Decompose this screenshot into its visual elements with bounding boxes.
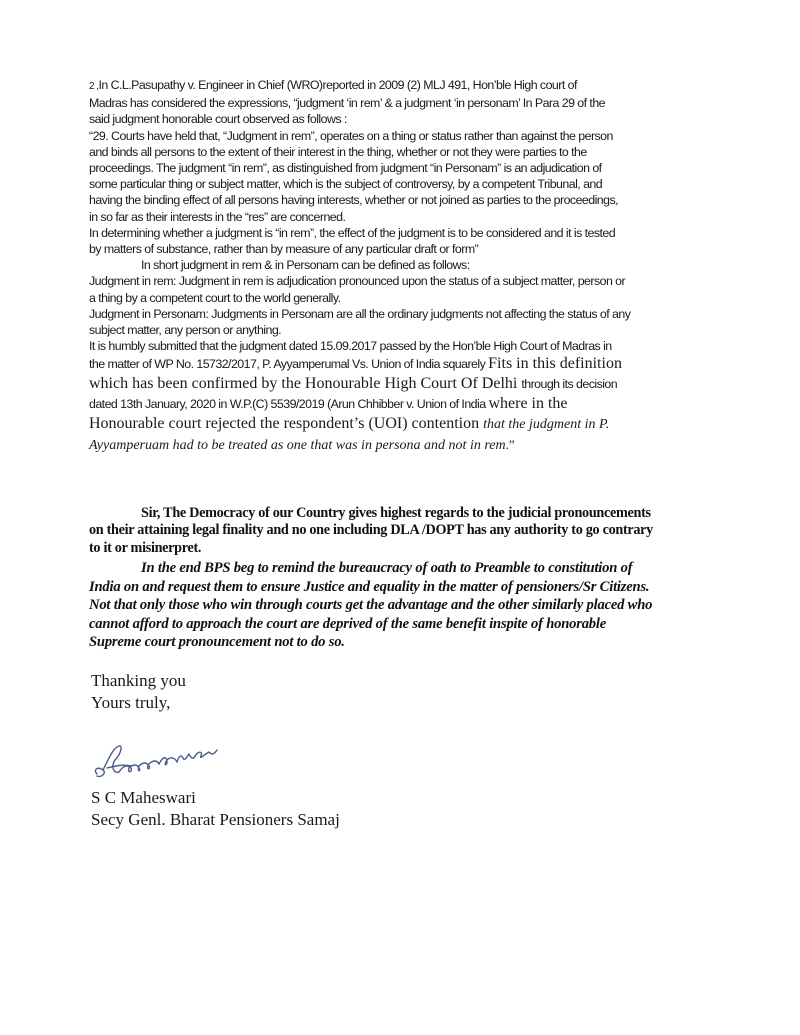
text-line: having the binding effect of all persons having interests, whether or not joined as parties to the proceedings, — [89, 193, 619, 208]
text-line: Not that only those who win through courts get the advantage and the other similarly placed who — [89, 597, 653, 614]
text-line: in so far as their interests in the “res” are concerned. — [89, 209, 346, 224]
text-line: some particular thing or subject matter, which is the subject of controversy, by a competent Tribunal, and — [89, 177, 603, 192]
text-line: proceedings. The judgment “in rem”, as distinguished from judgment “in Personam” is an adjudication of — [89, 161, 602, 176]
text-line: “29. Courts have held that, “Judgment in rem”, operates on a thing or status rather than against the person — [89, 128, 613, 143]
definition-in-rem-cont: a thing by a competent court to the world generally. — [89, 290, 341, 305]
submission-line: the matter of WP No. 15732/2017, P. Ayyamperumal Vs. Union of India squarely Fits in this definition — [89, 355, 622, 373]
text-line: Madras has considered the expressions, “judgment ‘in rem’ & a judgment ‘in personam’ In Para 29 of the — [89, 96, 606, 111]
submission-line: It is humbly submitted that the judgment dated 15.09.2017 passed by the Hon’ble High Court of Madras in — [89, 339, 612, 354]
handwritten-signature — [91, 740, 241, 788]
text-line: In the end BPS beg to remind the bureaucracy of oath to Preamble to constitution of — [141, 560, 633, 576]
submission-line: Honourable court rejected the respondent’s (UOI) contention that the judgment in P. — [89, 415, 610, 433]
text-line: Supreme court pronouncement not to do so. — [89, 634, 345, 651]
text-line: and binds all persons to the extent of their interest in the thing, whether or not they were parties to the — [89, 144, 587, 159]
text-line: to it or misinerpret. — [89, 539, 202, 556]
thanking-you: Thanking you — [91, 671, 186, 690]
signatory-block — [91, 787, 340, 831]
submission-line: which has been confirmed by the Honourable High Court Of Delhi through its decision — [89, 375, 618, 393]
text-line: by matters of substance, rather than by measure of any particular draft or form” — [89, 242, 479, 257]
submission-line: Ayyamperuam had to be treated as one that was in persona and not in rem.” — [89, 437, 515, 454]
paragraph-pasupathy — [89, 77, 729, 455]
paragraph-request — [89, 559, 729, 652]
paragraph-number: 2 , — [89, 81, 99, 92]
short-definition-intro: In short judgment in rem & in Personam can be defined as follows: — [141, 258, 470, 273]
closing — [91, 670, 186, 714]
definition-in-personam-cont: subject matter, any person or anything. — [89, 323, 282, 338]
text-line: Sir, The Democracy of our Country gives highest regards to the judicial pronouncements — [141, 505, 651, 521]
yours-truly: Yours truly, — [91, 693, 171, 712]
text-line: on their attaining legal finality and no one including DLA /DOPT has any authority to go contrary — [89, 522, 653, 539]
text-line: India on and request them to ensure Justice and equality in the matter of pensioners/Sr Citizens. — [89, 578, 650, 595]
submission-line: dated 13th January, 2020 in W.P.(C) 5539/2019 (Arun Chhibber v. Union of India where in the — [89, 395, 568, 413]
text-line: 2 ,In C.L.Pasupathy v. Engineer in Chief (WRO)reported in 2009 (2) MLJ 491, Hon’ble High court of — [89, 78, 577, 92]
definition-in-rem: Judgment in rem: Judgment in rem is adjudication pronounced upon the status of a subject matter, person or — [89, 274, 626, 289]
definition-in-personam: Judgment in Personam: Judgments in Personam are all the ordinary judgments not affecting the status of any — [89, 306, 631, 321]
paragraph-democracy — [89, 505, 729, 557]
signatory-name: S C Maheswari — [91, 788, 196, 807]
signatory-title: Secy Genl. Bharat Pensioners Samaj — [91, 810, 340, 829]
text-line: said judgment honorable court observed as follows : — [89, 112, 347, 127]
text-line: In determining whether a judgment is “in rem”, the effect of the judgment is to be considered and it is tested — [89, 225, 616, 240]
text-line: cannot afford to approach the court are deprived of the same benefit inspite of honorable — [89, 615, 607, 632]
